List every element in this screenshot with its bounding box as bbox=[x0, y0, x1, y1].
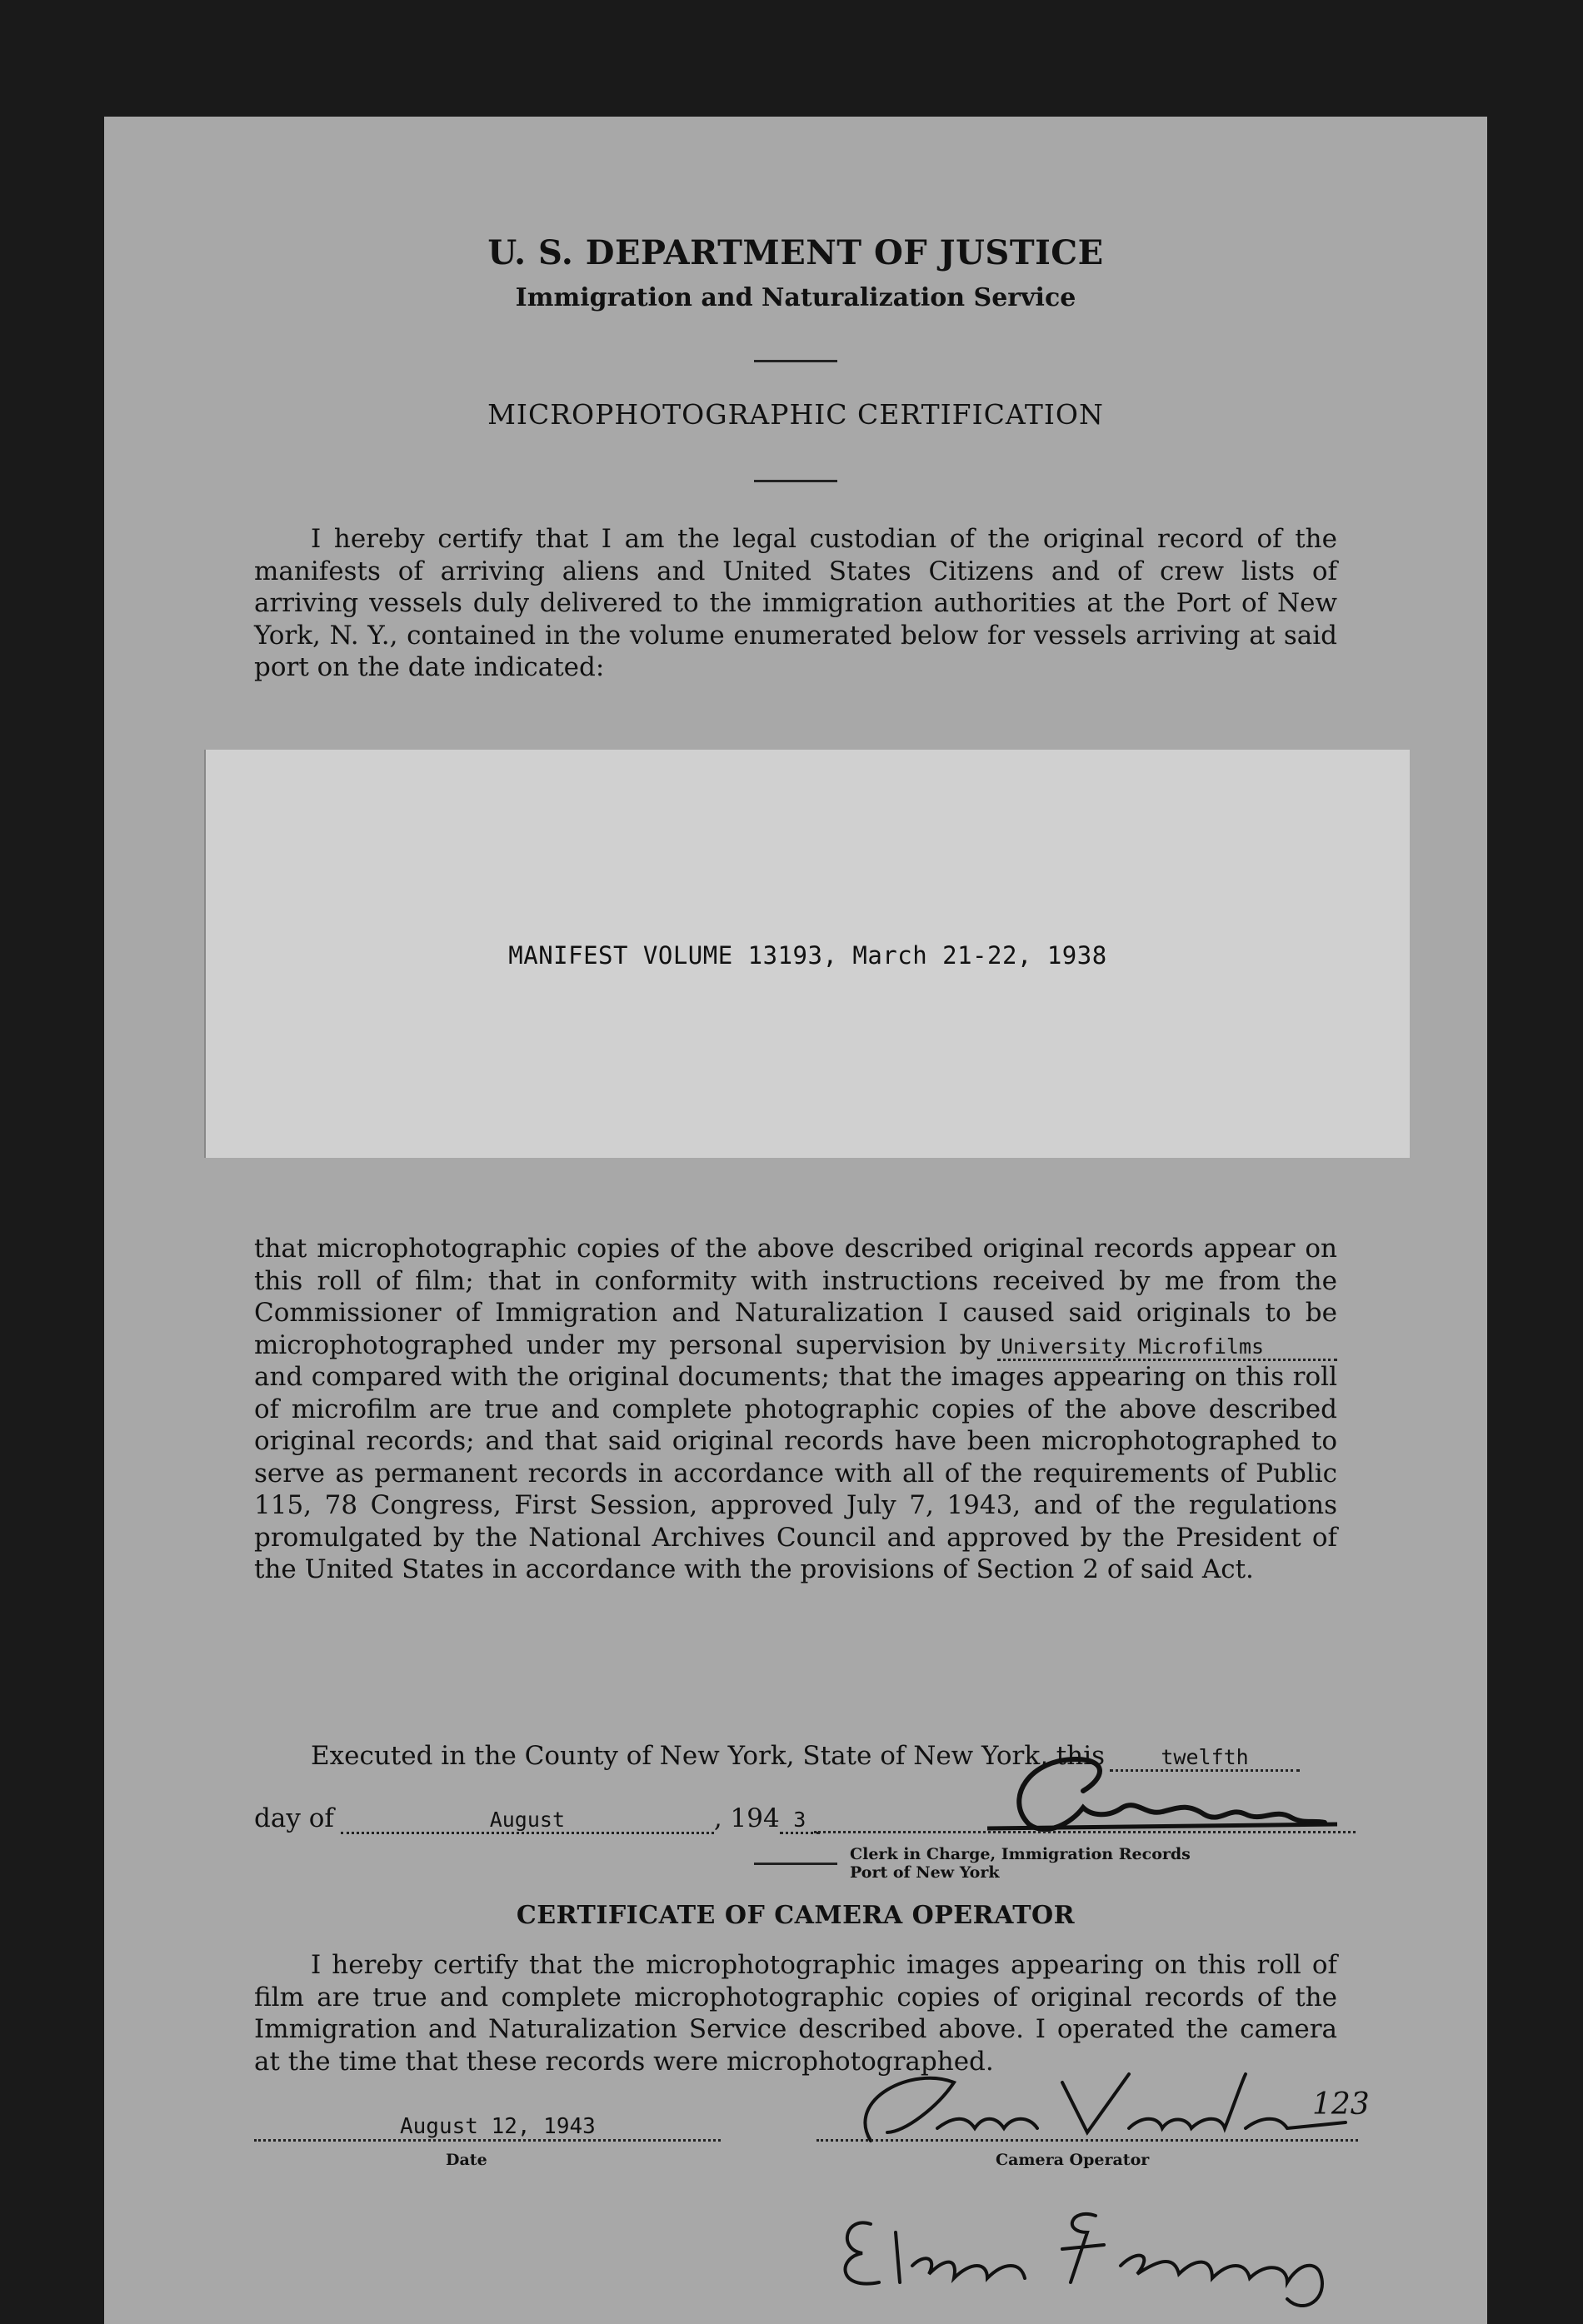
day-ordinal-field: twelfth bbox=[1110, 1746, 1300, 1772]
year-digit-field: 3 bbox=[780, 1808, 820, 1834]
witness-signature bbox=[821, 2174, 1421, 2307]
operator-signature-line bbox=[816, 2139, 1358, 2142]
manifest-volume-text: MANIFEST VOLUME 13193, March 21-22, 1938 bbox=[508, 941, 1107, 970]
clerk-signature-line bbox=[814, 1831, 1356, 1833]
photographer-field: University Microfilms bbox=[997, 1335, 1337, 1361]
operator-label: Camera Operator bbox=[996, 2151, 1150, 2169]
clerk-caption-title: Clerk in Charge, Immigration Records bbox=[850, 1845, 1191, 1863]
certification-body bbox=[254, 1233, 1337, 1586]
intro-paragraph: I hereby certify that I am the legal custodian of the original record of the manifests of arriving aliens and United States Citizens and of crew lists of arriving vessels duly delivered to the immigration authorities at the Port of New York, N. Y., contained in the volume enumerated below for vessels arriving at said port on the date indicated: bbox=[254, 524, 1337, 682]
divider bbox=[754, 1863, 837, 1865]
manifest-insert-card bbox=[204, 750, 1410, 1158]
operator-number: 123 bbox=[1312, 2087, 1370, 2122]
camera-operator-title: CERTIFICATE OF CAMERA OPERATOR bbox=[516, 1901, 1076, 1930]
month-field: August bbox=[341, 1808, 714, 1834]
witness-signature-scribble bbox=[821, 2174, 1421, 2307]
execution-prefix: Executed in the County of New York, State of New York, this bbox=[311, 1741, 1106, 1771]
divider bbox=[754, 360, 837, 362]
day-of-label: day of bbox=[254, 1803, 334, 1833]
certification-title: MICROPHOTOGRAPHIC CERTIFICATION bbox=[487, 398, 1104, 431]
year-prefix: , 194 bbox=[713, 1803, 780, 1833]
operator-date-value: August 12, 1943 bbox=[400, 2114, 596, 2139]
camera-operator-paragraph: I hereby certify that the microphotographic images appearing on this roll of film are true and complete microphotographic copies of original records of the Immigration and Naturalization Service described above. I operated the camera at the time that these records were microphotographed. bbox=[254, 1950, 1337, 2077]
body-part-1: that microphotographic copies of the above described original records appear on this roll of film; that in conformity with instructions received by me from the Commissioner of Immigration and Naturalization I caused said originals to be microphotographed under my personal supervision by bbox=[254, 1234, 1337, 1360]
clerk-caption-port: Port of New York bbox=[850, 1863, 1000, 1882]
department-heading: U. S. DEPARTMENT OF JUSTICE bbox=[487, 233, 1104, 272]
body-part-2: and compared with the original documents; that the images appearing on this roll of microfilm are true and complete photographic copies of the above described original records; and that said original records have been microphotographed to serve as permanent records in accordance with all of the requirements of Public 115, 78 Congress, First Session, approved July 7, 1943, and of the regulations promulgated by the National Archives Council and approved by the President of the United States in accordance with the provisions of Section 2 of said Act. bbox=[254, 1362, 1337, 1584]
date-line bbox=[254, 2139, 721, 2142]
certificate-sheet bbox=[104, 117, 1487, 2324]
clerk-caption bbox=[850, 1845, 1191, 1882]
service-subheading: Immigration and Naturalization Service bbox=[515, 283, 1076, 312]
date-label: Date bbox=[446, 2151, 487, 2169]
divider bbox=[754, 480, 837, 482]
date-line bbox=[254, 1803, 820, 1834]
